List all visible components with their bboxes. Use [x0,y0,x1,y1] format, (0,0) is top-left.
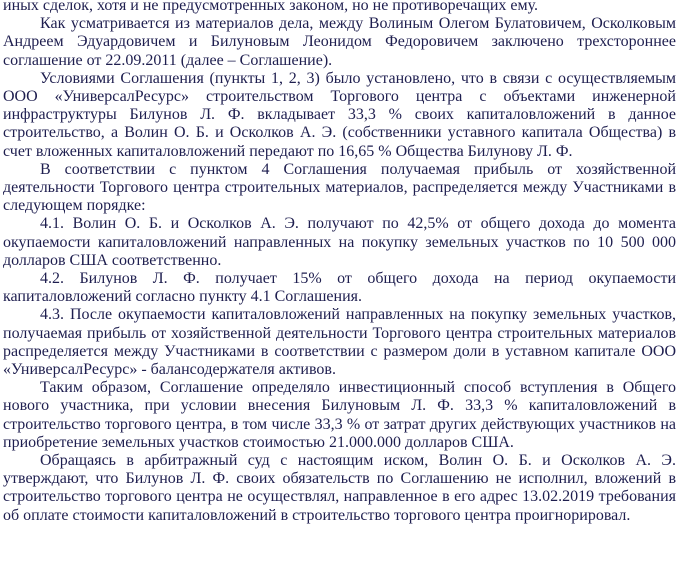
paragraph-continuation: иных сделок, хотя и не предусмотренных законом, но не противоречащих ему. [3,0,538,14]
paragraph-clause-4-3: 4.3. После окупаемости капиталовложений направленных на покупку земельных участков, получаемая прибыль от хозяйственной деятельности Торгового центра строительных материалов распределяется между Участниками в соответствии с размером доли в уставном капитале ООО «УниверсалРесурс» - балансодержателя активов. [3,306,676,379]
paragraph-agreement-intro: Как усматривается из материалов дела, между Волиным Олегом Булатовичем, Осколковым Андреем Эдуардовичем и Билуновым Леонидом Федоровичем заключено трехстороннее соглашение от 22.09.2011 (далее – Соглашение). [3,15,676,69]
paragraph-conclusion: Таким образом, Соглашение определяло инвестиционный способ вступления в Общего нового участника, при условии внесения Билуновым Л. Ф. 33,3 % капиталовложений в строительство торгового центра, в том числе 33,3 % от затрат других действующих участников на приобретение земельных участков стоимостью 21.000.000 долларов США. [3,379,676,451]
paragraph-claim: Обращаясь в арбитражный суд с настоящим иском, Волин О. Б. и Осколков А. Э. утверждают, что Билунов Л. Ф. своих обязательств по Соглашению не исполнил, вложений в строительство торгового центра не осуществлял, направленное в его адрес 13.02.2019 требования об оплате стоимости капиталовложений в строительство торгового центра проигнорировал. [3,452,676,524]
paragraph-clause-4-1: 4.1. Волин О. Б. и Осколков А. Э. получают по 42,5% от общего дохода до момента окупаемости капиталовложений направленных на покупку земельных участков по 10 500 000 долларов США соответственно. [3,215,676,269]
paragraph-clause-4: В соответствии с пунктом 4 Соглашения получаемая прибыль от хозяйственной деятельности Торгового центра строительных материалов, распределяется между Участниками в следующем порядке: [3,160,676,215]
paragraph-agreement-terms: Условиями Соглашения (пункты 1, 2, 3) было установлено, что в связи с осуществляемым ООО «УниверсалРесурс» строительством Торгового центра с объектами инженерной инфраструктуры Билунов Л. Ф. вкладывает 33,3 % своих капиталовложений в данное строительство, а Волин О. Б. и Осколков А. Э. (собственники уставного капитала Общества) в счет вложенных капиталовложений передают по 16,65 % Общества Билунову Л. Ф. [3,69,676,160]
paragraph-clause-4-2: 4.2. Билунов Л. Ф. получает 15% от общего дохода на период окупаемости капиталовложений согласно пункту 4.1 Соглашения. [3,270,676,306]
